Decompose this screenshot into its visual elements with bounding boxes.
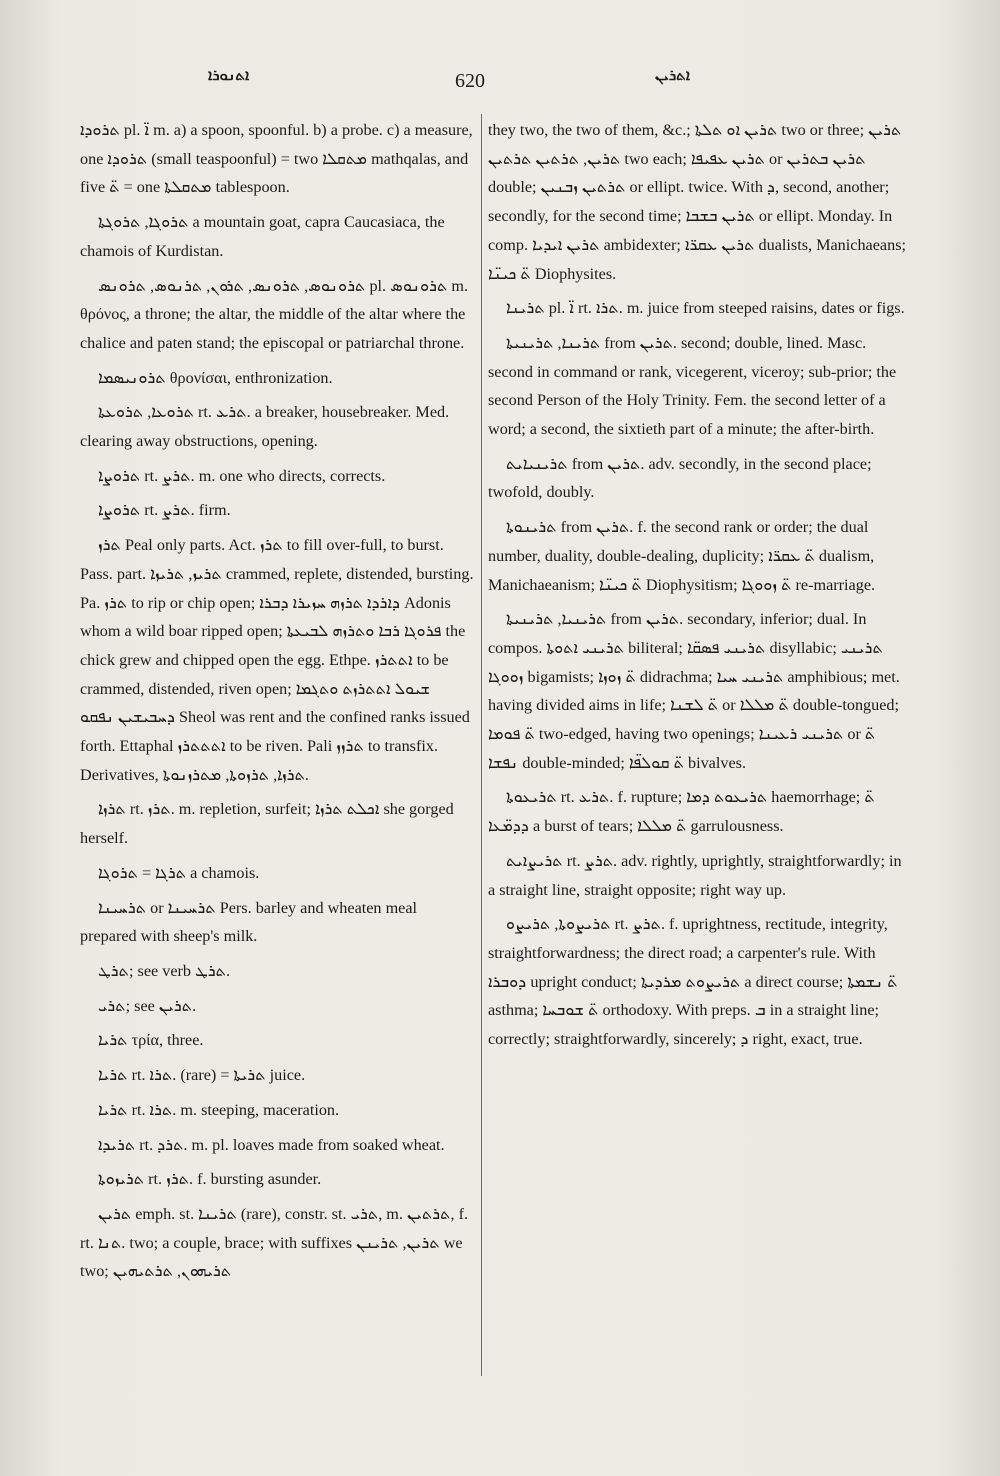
dictionary-entry: ܬܪܝܨܘܬܐ, ܬܪܝܨܘ rt. ܬܪܨ. f. uprightness, rectitude, integrity, straightforwardness; the direct road; a carpenter's rule. With ܕܘܒܪܐ upright conduct; ܬܪܝܨܘܬ ܡܪܕܝܬܐ a direct course; ܬ̈ ܢܫܡܬܐ asthma; ܬ̈ ܫܘܒܚܐ orthodoxy. With preps. ܒ in a straight line; correctly; straightforwardly, sincerely; ܕ right, exact, true. [488,915,898,1049]
left-column [80,116,475,1292]
dictionary-entry: ܬܪܘܢܘܣ, ܬܪܘܢܣ, ܬܪܘܢ, ܬܪܢܘܣ, ܬܪܘܢܣ pl. ܬܪܘܢܘܣ m. θρόνος, a throne; the altar, the middle of the altar where the chalice and paten stand; the episcopal or patriarchal throne. [80,276,469,352]
dictionary-entry: ܬܪܘܕܐ pl. ܐ̈ m. a) a spoon, spoonful. b) a probe. c) a measure, one ܬܪܘܕܐ (small teaspoonful) = two ܡܬܩܠܐ mathqalas, and five ܬ̈ = one ܡܬܩܠܬܐ tablespoon. [80,121,473,197]
dictionary-entry: ܬܪܘܨܐ rt. ܬܪܨ. m. one who directs, corrects. [98,466,386,485]
dictionary-entry: ܬܪܝܨܐܝܬ rt. ܬܪܨ. adv. rightly, uprightly, straightforwardly; in a straight line, straight opposite; right way up. [488,851,902,899]
dictionary-entry: ܬܪܙ Peal only parts. Act. ܬܪܙ to fill over-full, to burst. Pass. part. ܬܪܝܙ, ܬܪܝܙܐ crammed, replete, distended, bursting. Pa. ܬܪܙ to rip or chip open; ܕܐܪܕܐ ܬܪܙܗ ܚܙܝܪܐ ܕܒܪܐ Adonis whom a wild boar ripped open; ܦܪܘܓܐ ܪܒܐ ܘܬܪܙܗ ܠܒܝܥܬܐ the chick grew and chipped open the egg. Ethpe. ܐܬܬܪܙ to be crammed, distended, riven open; ܫܝܘܠ ܐܬܬܪܙܬ ܘܬܓܡܐ ܕܚܒܝܫܝܢ ܢܦܩܘ Sheol was rent and the confined ranks issued forth. Ettaphal ܐܬܬܬܪܙ to be riven. Pali ܬܪܙܙ to transfix. Derivatives, ܬܪܙܐ, ܬܪܙܘܬܐ, ܡܬܪܙܢܘܬܐ. [80,536,474,784]
column-divider [481,114,482,1376]
dictionary-entry: ܬܪܝܕܐ rt. ܬܪܕ. m. pl. loaves made from soaked wheat. [98,1135,445,1154]
dictionary-entry: ܬܪܘܢܝܣܡܐ θρονίσαι, enthronization. [98,368,333,387]
dictionary-entry: ܬܪܘܨܐ rt. ܬܪܨ. firm. [98,501,231,520]
dictionary-entry: ܬܪܝܙܘܬܐ rt. ܬܪܙ. f. bursting asunder. [98,1170,322,1189]
dictionary-entry: ܬܪܝܢܝܐܝܬ from ܬܪܝܢ. adv. secondly, in the second place; twofold, doubly. [488,454,872,502]
dictionary-entry: ܬܪܝ; see ܬܪܝܢ. [98,996,197,1015]
right-column [488,116,906,1060]
dictionary-entry: ܬܪܝܢܝܐ, ܬܪܝܢܝܬܐ from ܬܪܝܢ. secondary, inferior; dual. In compos. ܬܪܝܢܝ ܐܬܘܬܐ biliteral; ܬܪܝܢܝ ܦܣܩ̈ܐ disyllabic; ܬܪܝܢܝ ܙܘܘܓܐ bigamists; ܬ̈ ܙܘܙܐ didrachma; ܬܪܝܢܝ ܚܝܐ amphibious; met. having divided aims in life; ܬ̈ ܠܫܢܐ or ܬ̈ ܡܠܠܐ double-tongued; ܬ̈ ܦܘܡܐ two-edged, having two openings; ܬܪܝܢܝ ܪܥܝܢܐ or ܬ̈ ܢܦܫܐ double-minded; ܬ̈ ܩܘܠܦ̈ܐ bivalves. [488,610,900,772]
dictionary-entry: ܬܪܘܥܐ, ܬܪܘܥܬܐ rt. ܬܪܥ. a breaker, housebreaker. Med. clearing away obstructions, opening. [80,403,450,451]
dictionary-entry: ܬܪܝܐ τρία, three. [98,1031,204,1050]
dictionary-entry: ܬܪܝܢ emph. st. ܬܪܝܢܐ (rare), constr. st. ܬܪܝ, m. ܬܪܬܝܢ, f. rt. ܬܢܐ. two; a couple, brace; with suffixes ܬܪܝܢ, ܬܪܝܢܢ we two; ܬܪܝܗܘܢ, ܬܪܬܝܗܝܢ [80,1204,469,1281]
running-header [0,66,1000,100]
dictionary-entry: ܬܪܝܐ rt. ܬܪܐ. m. steeping, maceration. [98,1100,340,1119]
header-right-word: ܐܬܪܝܢ [655,66,690,84]
dictionary-entry: ܬܪܝܢܘܬܐ from ܬܪܝܢ. f. the second rank or order; the dual number, duality, double-dealing, duplicity; ܬ̈ ܥܩܪ̈ܐ dualism, Manichaeanism; ܬ̈ ܟܝܢ̈ܐ Diophysitism; ܬ̈ ܙܘܘܓܐ re-marriage. [488,518,876,594]
dictionary-entry: ܬܪܘܓܐ, ܬܪܘܓܬܐ a mountain goat, capra Caucasiaca, the chamois of Kurdistan. [80,213,445,260]
dictionary-entry: ܬܪܓܐ = ܬܪܘܓܐ a chamois. [98,863,260,882]
dictionary-entry: ܬܪܝܐ rt. ܬܪܐ. (rare) = ܬܪܝܬܐ juice. [98,1066,306,1085]
dictionary-entry: ܬܪܙܐ rt. ܬܪܙ. m. repletion, surfeit; ܐܟܠܬ ܬܪܙܐ she gorged herself. [80,800,454,848]
dictionary-entry: ܬܪܝܢܐ, ܬܪܝܢܝܬܐ from ܬܪܝܢ. second; double, lined. Masc. second in command or rank, vicegerent, viceroy; sub-prior; the second Person of the Holy Trinity. Fem. the second letter of a word; a second, the sixtieth part of a minute; the after-birth. [488,333,897,439]
dictionary-entry: ܬܪܝܥܘܬܐ rt. ܬܪܥ. f. rupture; ܬܪܝܥܘܬ ܕܡܐ haemorrhage; ܬ̈ ܕܕܡ̈ܥܐ a burst of tears; ܬ̈ ܡܠܠܐ garrulousness. [488,788,875,836]
dictionary-entry: ܬܪܚܝܢܐ or ܬܪܚܝܢܐ Pers. barley and wheaten meal prepared with sheep's milk. [80,898,418,946]
dictionary-entry: ܬܪܝܢܐ pl. ܐ̈ rt. ܬܪܐ. m. juice from steeped raisins, dates or figs. [506,299,905,318]
page-number: 620 [455,70,485,92]
dictionary-entry: they two, the two of them, &c.; ܬܪܝܢ ܐܘ ܬܠܬܐ two or three; ܬܪܝܢ ܬܪܝܢ, ܬܪܬܝܢ ܬܪܬܝܢ two each; ܬܪܝܢ ܥܦܝܦܐ or ܬܪܝܢ ܒܬܪܝܢ double; ܬܪܬܝܢ ܙܒܢܝܢ or ellipt. twice. With ܕ, second, another; secondly, for the second time; ܬܪܝܢ ܒܫܒܐ or ellipt. Monday. In comp. ܬܪܝܢ ܐܝܕܝܐ ambidexter; ܬܪܝܢ ܥܩܪ̈ܐ dualists, Manichaeans; ܬ̈ ܟܝܢ̈ܐ Diophysites. [488,121,906,283]
dictionary-entry: ܬܪܛ; see verb ܬܪܛ. [98,961,231,980]
header-left-word: ܐܬܢܘܪܐ [208,66,250,84]
